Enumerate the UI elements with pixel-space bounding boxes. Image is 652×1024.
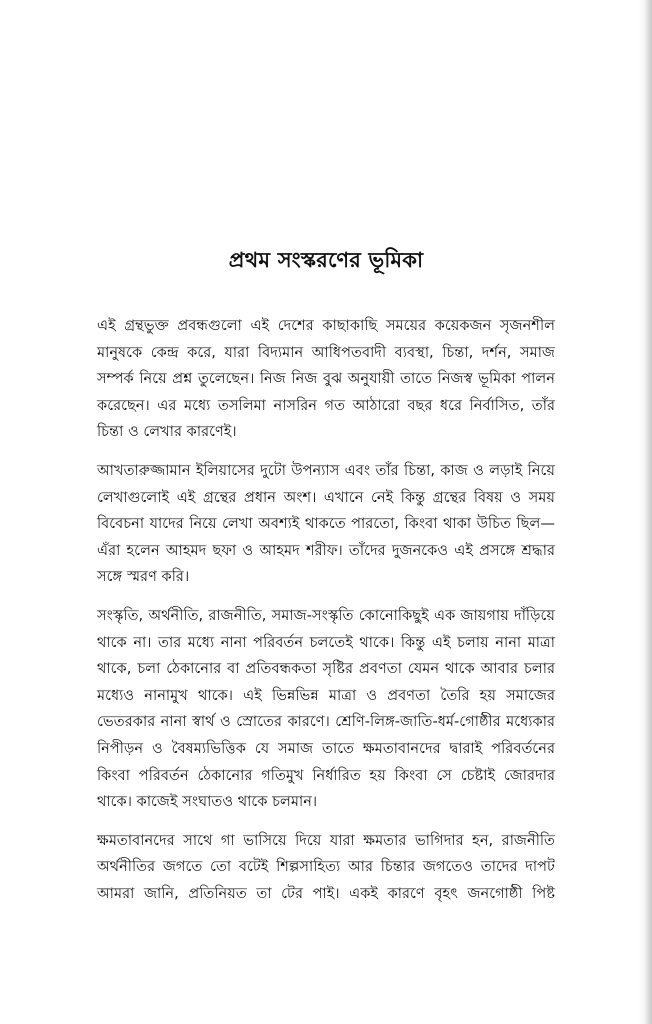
paragraph-3: সংস্কৃতি, অর্থনীতি, রাজনীতি, সমাজ-সংস্কৃতি কোনোকিছুই এক জায়গায় দাঁড়িয়ে থাকে না। তার মধ্যে নানা পরিবর্তন চলতেই থাকে। কিন্তু এই চলায় নানা মাত্রা থাকে, চলা ঠেকানোর বা প্রতিবন্ধকতা সৃষ্টির প্রবণতা যেমন থাকে আবার চলার মধ্যেও নানামুখ থাকে। এই ভিন্নভিন্ন মাত্রা ও প্রবণতা তৈরি হয় সমাজের ভেতরকার নানা স্বার্থ ও স্রোতের কারণে। শ্রেণি-লিঙ্গ-জাতি-ধর্ম-গোষ্ঠীর মধ্যেকার নিপীড়ন ও বৈষম্যভিত্তিক যে সমাজ তাতে ক্ষমতাবানদের দ্বারাই পরিবর্তনের কিংবা পরিবর্তন ঠেকানোর গতিমুখ নির্ধারিত হয় কিংবা সে চেষ্টাই জোরদার থাকে। কাজেই সংঘাতও থাকে চলমান। <box>97 606 555 811</box>
body-text <box>97 313 555 919</box>
paragraph-1: এই গ্রন্থভুক্ত প্রবন্ধগুলো এই দেশের কাছাকাছি সময়ের কয়েকজন সৃজনশীল মানুষকে কেন্দ্র করে, যারা বিদ্যমান আধিপতবাদী ব্যবস্থা, চিন্তা, দর্শন, সমাজ সম্পর্ক নিয়ে প্রশ্ন তুলেছেন। নিজ নিজ বুঝ অনুযায়ী তাতে নিজস্ব ভূমিকা পালন করেছেন। এর মধ্যে তসলিমা নাসরিন গত আঠারো বছর ধরে নির্বাসিত, তাঁর চিন্তা ও লেখার কারণেই। <box>97 317 555 441</box>
paragraph-2: আখতারুজ্জামান ইলিয়াসের দুটো উপন্যাস এবং তাঁর চিন্তা, কাজ ও লড়াই নিয়ে লেখাগুলোই এই গ্রন্থের প্রধান অংশ। এখানে নেই কিন্তু গ্রন্থের বিষয় ও সময় বিবেচনা যাদের নিয়ে লেখা অবশ্যই থাকতে পারতো, কিংবা থাকা উচিত ছিল—এঁরা হলেন আহমদ ছফা ও আহমদ শরীফ। তাঁদের দুজনকেও এই প্রসঙ্গে শ্রদ্ধার সঙ্গে স্মরণ করি। <box>97 461 555 586</box>
paragraph-4: ক্ষমতাবানদের সাথে গা ভাসিয়ে দিয়ে যারা ক্ষমতার ভাগিদার হন, রাজনীতি অর্থনীতির জগতে তো বটেই শিল্পসাহিত্য আর চিন্তার জগতেও তাদের দাপট আমরা জানি, প্রতিনিয়ত তা টের পাই। একই কারণে বৃহৎ জনগোষ্ঠী পিষ্ট <box>97 831 555 902</box>
page-title: প্রথম সংস্করণের ভূমিকা <box>228 248 424 272</box>
page-edge-shadow <box>638 0 652 1024</box>
